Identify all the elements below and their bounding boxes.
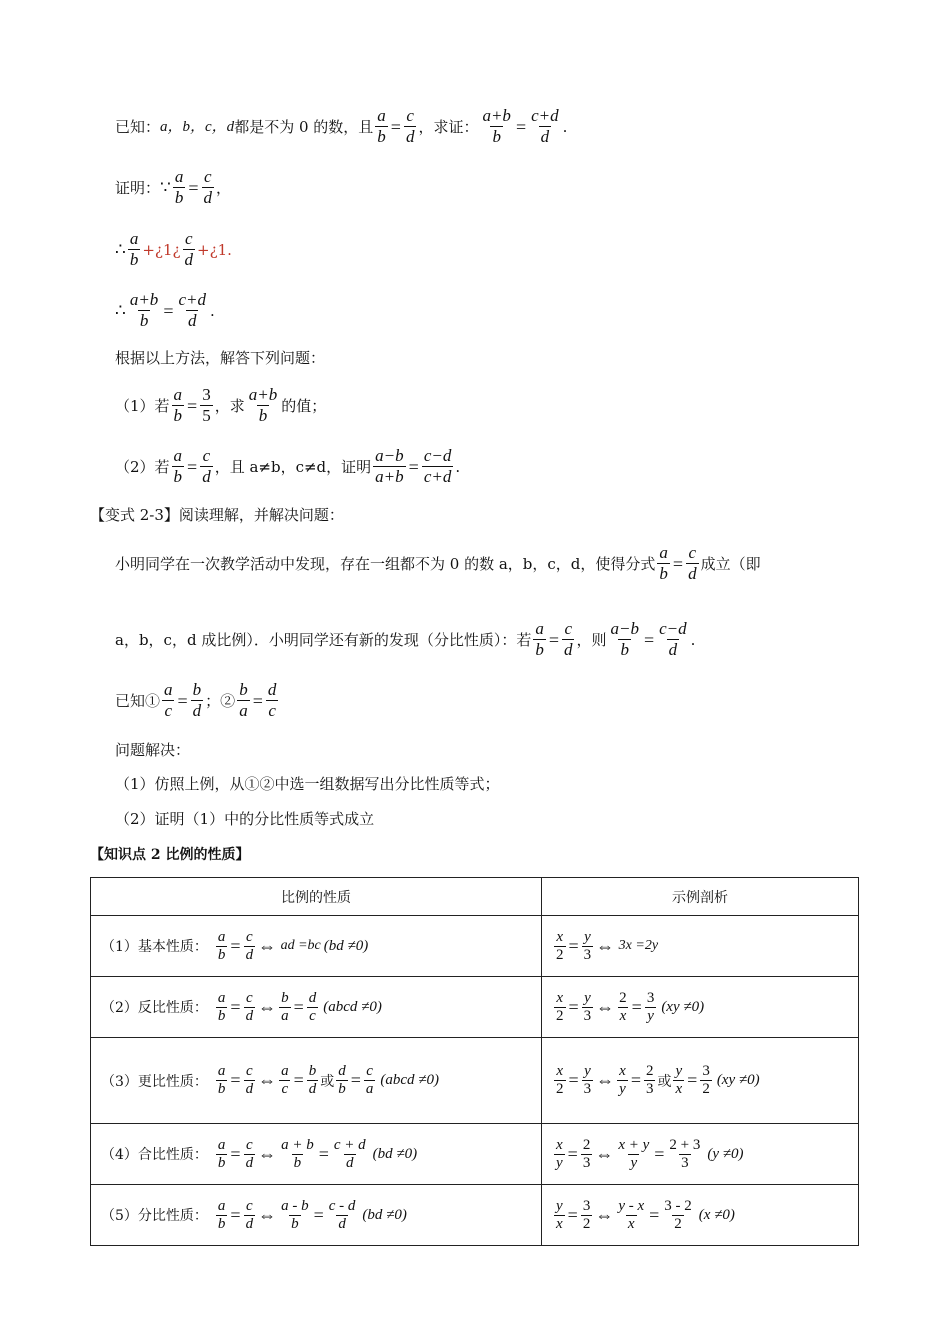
table-row: [91, 1038, 859, 1124]
fraction-c-minus-d-over-d: $\frac{c-d}{d}$: [659, 619, 687, 659]
fraction-3-2: $\frac{3}{2}$: [702, 1063, 710, 1097]
example-cell: $\frac{x}{2}$ = $\frac{y}{3}$ ⇔ 3x =2y: [542, 916, 859, 977]
fraction-c-d: $\frac{c}{d}$: [245, 1197, 254, 1232]
question-1: （1）若 $\frac{a}{b}$ = $\frac{3}{5}$ ，求 $\frac{a+b}{b}$ 的值；: [115, 385, 327, 425]
therefore-symbol: ∴: [115, 239, 126, 260]
fraction-a-b: $\frac{a}{b}$: [217, 928, 226, 963]
fraction-a-minus-b-over-b: $\frac{a-b}{b}$: [610, 619, 639, 659]
fraction-d-b: $\frac{d}{b}$: [338, 1063, 346, 1097]
question-2: （2）若 $\frac{a}{b}$ = $\frac{c}{d}$ ，且 a≠b，c≠d，证明 $\frac{a-b}{a+b}$ = $\frac{c-d}{c+d}$ .: [115, 446, 461, 486]
given-line: 已知： a，b，c，d 都是不为 0 的数，且 $\frac{a}{b}$ = $\frac{c}{d}$ ，求证： $\frac{a+b}{b}$ = $\frac{c+d}{d}$ .: [115, 106, 568, 146]
fraction-y-3: $\frac{y}{3}$: [583, 928, 592, 963]
fraction-2-3: $\frac{2}{3}$: [645, 1063, 654, 1097]
variant-title: 【变式 2-3】阅读理解，并解决问题：: [90, 506, 344, 524]
variant-para-2: a，b，c，d 成比例）．小明同学还有新的发现（分比性质）：若 $\frac{a}{b}$ = $\frac{c}{d}$ ，则 $\frac{a-b}{b}$ = $\frac{c-d}{d}$ .: [115, 619, 696, 659]
fraction-a-b: $\frac{a}{b}$: [129, 229, 139, 269]
fraction-a-plus-b-over-b: $\frac{a+b}{b}$: [482, 106, 511, 146]
fraction-y-3: $\frac{y}{3}$: [583, 989, 592, 1024]
fraction-c-minus-d-over-d: $\frac{c - d}{d}$: [328, 1197, 356, 1232]
table-row: [91, 977, 859, 1038]
table-row: [91, 1185, 859, 1246]
fraction-a-plus-b-over-b: $\frac{a + b}{b}$: [281, 1136, 314, 1171]
given-req: ，求证：: [418, 117, 479, 136]
property-cell: （5）分比性质： $\frac{a}{b}$ = $\frac{c}{d}$ ⇔ $\frac{a - b}{b}$ = $\frac{c - d}{d}$ (bd ≠0): [91, 1185, 542, 1246]
example-cell: $\frac{x}{y}$ = $\frac{2}{3}$ ⇔ $\frac{x + y}{y}$ = $\frac{2 + 3}{3}$ (y ≠0): [542, 1124, 859, 1185]
fraction-c-plus-d-over-d: $\frac{c+d}{d}$: [178, 290, 206, 330]
fraction-d-c: $\frac{d}{c}$: [308, 989, 317, 1024]
property-cell: （4）合比性质： $\frac{a}{b}$ = $\frac{c}{d}$ ⇔ $\frac{a + b}{b}$ = $\frac{c + d}{d}$ (bd ≠0): [91, 1124, 542, 1185]
fraction-x-y: $\frac{x}{y}$: [556, 1136, 563, 1171]
fraction-2-plus-3-over-3: $\frac{2 + 3}{3}$: [669, 1136, 701, 1171]
fraction-b-a: $\frac{b}{a}$: [281, 989, 289, 1024]
garbled-text-1: +¿1¿: [142, 240, 181, 259]
given-vars: a，b，c，d: [160, 118, 235, 135]
fraction-x-2: $\frac{x}{2}$: [556, 928, 564, 963]
fraction-x-plus-y-over-y: $\frac{x + y}{y}$: [618, 1136, 650, 1171]
fraction-a-c: $\frac{a}{c}$: [281, 1063, 289, 1097]
garbled-text-2: +¿1.: [197, 240, 232, 259]
example-cell: $\frac{x}{2}$ = $\frac{y}{3}$ ⇔ $\frac{2}{x}$ = $\frac{3}{y}$ (xy ≠0): [542, 977, 859, 1038]
fraction-a-minus-b-over-b: $\frac{a - b}{b}$: [281, 1197, 309, 1232]
fraction-a-b: $\frac{a}{b}$: [377, 106, 386, 146]
proof-line-3: ∴ $\frac{a+b}{b}$ = $\frac{c+d}{d}$ .: [115, 290, 215, 330]
property-cell: （1）基本性质： $\frac{a}{b}$ = $\frac{c}{d}$ ⇔ ad =bc (bd ≠0): [91, 916, 542, 977]
header-examples: 示例剖析: [542, 878, 859, 916]
table-row: [91, 916, 859, 977]
proof-label: 证明：: [115, 178, 161, 197]
fraction-b-a: $\frac{b}{a}$: [239, 680, 248, 720]
fraction-c-d: $\frac{c}{d}$: [202, 446, 211, 486]
fraction-a-b: $\frac{a}{b}$: [173, 446, 183, 486]
fraction-c-a: $\frac{c}{a}$: [365, 1063, 374, 1097]
fraction-y-3: $\frac{y}{3}$: [583, 1063, 592, 1097]
fraction-c-d: $\frac{c}{d}$: [688, 543, 697, 583]
header-properties: 比例的性质: [91, 878, 542, 916]
table-header-row: [91, 878, 859, 916]
property-cell: （3）更比性质： $\frac{a}{b}$ = $\frac{c}{d}$ ⇔ $\frac{a}{c}$ = $\frac{b}{d}$ 或 $\frac{d}{b}$ = $\frac{c}{a}$ (abcd ≠0): [91, 1038, 542, 1124]
fraction-a-b: $\frac{a}{b}$: [173, 385, 183, 425]
fraction-y-x: $\frac{y}{x}$: [675, 1063, 683, 1097]
properties-table: [90, 877, 859, 1246]
fraction-c-d: $\frac{c}{d}$: [563, 619, 573, 659]
fraction-c-d: $\frac{c}{d}$: [245, 928, 254, 963]
because-symbol: ∵: [160, 177, 171, 198]
example-cell: $\frac{y}{x}$ = $\frac{3}{2}$ ⇔ $\frac{y - x}{x}$ = $\frac{3 - 2}{2}$ (x ≠0): [542, 1185, 859, 1246]
fraction-x-y: $\frac{x}{y}$: [619, 1063, 626, 1097]
fraction-b-d: $\frac{b}{d}$: [192, 680, 202, 720]
fraction-c-minus-d-over-c-plus-d: $\frac{c-d}{c+d}$: [423, 446, 452, 486]
fraction-c-d: $\frac{c}{d}$: [245, 1063, 254, 1097]
variant-para-1: 小明同学在一次教学活动中发现，存在一组都不为 0 的数 a，b，c，d，使得分式 $\frac{a}{b}$ = $\frac{c}{d}$ 成立（即: [115, 543, 761, 583]
table-row: [91, 1124, 859, 1185]
fraction-a-c: $\frac{a}{c}$: [164, 680, 173, 720]
proof-line-2: [115, 229, 232, 270]
fraction-y-minus-x-over-x: $\frac{y - x}{x}$: [618, 1197, 645, 1232]
fraction-c-d: $\frac{c}{d}$: [184, 229, 194, 269]
fraction-c-d: $\frac{c}{d}$: [245, 1136, 254, 1171]
fraction-c-d: $\frac{c}{d}$: [203, 167, 212, 207]
fraction-b-d: $\frac{b}{d}$: [308, 1063, 317, 1097]
fraction-c-plus-d-over-d: $\frac{c+d}{d}$: [531, 106, 559, 146]
fraction-a-b: $\frac{a}{b}$: [217, 1063, 226, 1097]
fraction-c-d: $\frac{c}{d}$: [405, 106, 415, 146]
task-2: （2）证明（1）中的分比性质等式成立: [115, 810, 375, 828]
fraction-y-x: $\frac{y}{x}$: [556, 1197, 563, 1232]
fraction-a-plus-b-over-b: $\frac{a+b}{b}$: [129, 290, 159, 330]
fraction-3-2: $\frac{3}{2}$: [582, 1197, 591, 1232]
example-cell: $\frac{x}{2}$ = $\frac{y}{3}$ ⇔ $\frac{x}{y}$ = $\frac{2}{3}$ 或 $\frac{y}{x}$ = $\frac{3}{2}$ (xy ≠0): [542, 1038, 859, 1124]
fraction-a-b: $\frac{a}{b}$: [535, 619, 544, 659]
fraction-a-b: $\frac{a}{b}$: [659, 543, 668, 583]
fraction-a-plus-b-over-b: $\frac{a+b}{b}$: [248, 385, 278, 425]
fraction-2-3: $\frac{2}{3}$: [582, 1136, 591, 1171]
fraction-d-c: $\frac{d}{c}$: [267, 680, 277, 720]
fraction-a-minus-b-over-a-plus-b: $\frac{a-b}{a+b}$: [375, 446, 404, 486]
fraction-a-b: $\frac{a}{b}$: [217, 1197, 226, 1232]
fraction-a-b: $\frac{a}{b}$: [174, 167, 184, 207]
fraction-3-5: $\frac{3}{5}$: [202, 385, 211, 425]
solve-label: 问题解决：: [115, 741, 191, 759]
fraction-a-b: $\frac{a}{b}$: [217, 989, 226, 1024]
fraction-2-x: $\frac{2}{x}$: [619, 989, 627, 1024]
fraction-3-y: $\frac{3}{y}$: [646, 989, 655, 1024]
fraction-a-b: $\frac{a}{b}$: [217, 1136, 226, 1171]
property-cell: （2）反比性质： $\frac{a}{b}$ = $\frac{c}{d}$ ⇔ $\frac{b}{a}$ = $\frac{d}{c}$ (abcd ≠0): [91, 977, 542, 1038]
fraction-3-minus-2-over-2: $\frac{3 - 2}{2}$: [664, 1197, 692, 1232]
fraction-x-2: $\frac{x}{2}$: [556, 989, 564, 1024]
fraction-c-plus-d-over-d: $\frac{c + d}{d}$: [333, 1136, 366, 1171]
knowledge-title: 【知识点 2 比例的性质】: [90, 847, 250, 863]
proof-line-1: 证明： ∵ $\frac{a}{b}$ = $\frac{c}{d}$ ，: [115, 167, 232, 207]
variant-known: 已知① $\frac{a}{c}$ = $\frac{b}{d}$ ；② $\frac{b}{a}$ = $\frac{d}{c}$: [115, 680, 277, 720]
task-1: （1）仿照上例，从①②中选一组数据写出分比性质等式；: [115, 775, 500, 793]
given-mid: 都是不为 0 的数，且: [234, 117, 374, 136]
fraction-x-2: $\frac{x}{2}$: [556, 1063, 564, 1097]
method-intro: 根据以上方法，解答下列问题：: [115, 349, 326, 367]
fraction-c-d: $\frac{c}{d}$: [245, 989, 254, 1024]
given-prefix: 已知：: [115, 117, 161, 136]
